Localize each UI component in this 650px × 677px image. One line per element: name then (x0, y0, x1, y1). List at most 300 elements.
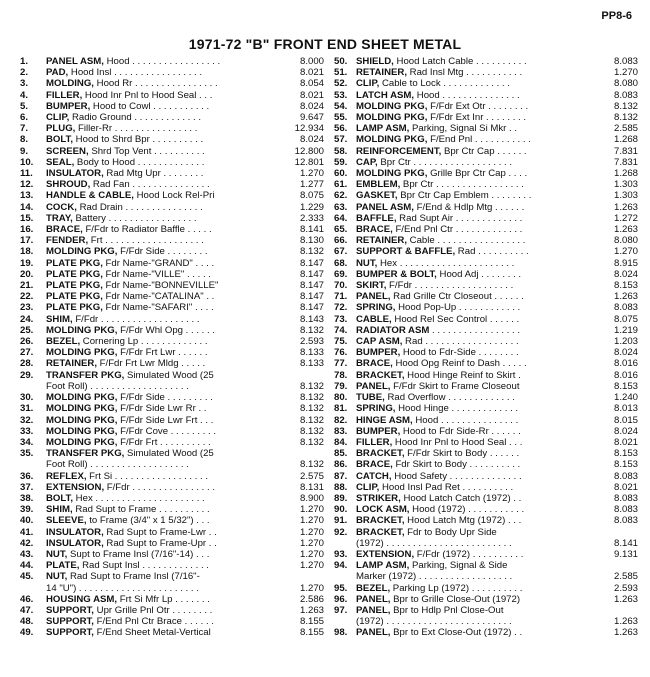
item-name: BEZEL, (356, 582, 391, 594)
item-number: 16. (20, 224, 34, 236)
item-number: 55. (334, 112, 348, 124)
item-detail: Upr Grille Pnl Otr . . . . . . . . (93, 604, 213, 616)
parts-list-row (20, 202, 338, 213)
item-description (46, 291, 270, 302)
item-description (46, 605, 270, 616)
item-number: 89. (334, 492, 348, 504)
item-number: 84. (334, 436, 348, 448)
item-name: PANEL ASM, (356, 201, 414, 213)
group-number: 8.024 (299, 100, 324, 112)
group-number: 1.270 (299, 582, 324, 594)
item-number: 61. (334, 179, 348, 191)
item-number: 88. (334, 481, 348, 493)
group-number: 8.915 (613, 257, 638, 269)
item-detail: Battery . . . . . . . . . . . . . . . . . (72, 212, 197, 224)
item-detail: Cornering Lp . . . . . . . . . . . . . (80, 336, 208, 348)
group-number: 8.024 (613, 347, 638, 359)
group-number: 8.141 (613, 537, 638, 549)
parts-list-row (20, 571, 338, 582)
item-number: 18. (20, 246, 34, 258)
item-description (356, 213, 586, 224)
parts-list-row (334, 347, 638, 358)
item-number: 38. (20, 492, 34, 504)
item-name: BUMPER & BOLT, (356, 268, 437, 280)
item-name: SHIELD, (356, 56, 394, 67)
item-detail: Hood (1972) . . . . . . . . . . . (409, 504, 525, 516)
parts-list-row (20, 504, 338, 515)
item-number: 65. (334, 224, 348, 236)
group-number: 8.132 (299, 392, 324, 404)
group-number: 9.647 (299, 112, 324, 124)
item-name: BRACE, (356, 224, 393, 236)
item-name: REINFORCEMENT, (356, 145, 442, 157)
group-number: 1.263 (613, 627, 638, 639)
item-detail: F/Fdr Frt . . . . . . . . . . (117, 436, 211, 448)
parts-list-row (20, 605, 338, 616)
group-number: 8.147 (299, 268, 324, 280)
item-description (356, 347, 586, 358)
item-detail: F/Fdr . . . . . . . . . . . . . . . . (104, 481, 215, 493)
group-number: 8.153 (613, 448, 638, 460)
group-number: 8.153 (613, 459, 638, 471)
item-number: 93. (334, 548, 348, 560)
item-name: PANEL ASM, (46, 56, 104, 67)
item-number: 8. (20, 134, 29, 146)
item-detail: Fdr Name-"CATALINA" . . (102, 291, 215, 303)
parts-list-row (20, 246, 338, 257)
item-description (356, 168, 586, 179)
item-detail: Simulated Wood (25 (124, 448, 214, 460)
item-number: 52. (334, 78, 348, 90)
item-number: 9. (20, 145, 29, 157)
item-name: MOLDING PKG, (46, 403, 118, 415)
item-detail: Bpr Ctr . . . . . . . . . . . . . . . . . (400, 179, 524, 191)
group-number: 2.585 (613, 571, 638, 583)
item-description (46, 246, 270, 257)
group-number: 8.147 (299, 302, 324, 314)
item-number: 39. (20, 504, 34, 516)
item-description (356, 549, 586, 560)
item-description (46, 168, 270, 179)
group-number: 8.131 (299, 481, 324, 493)
group-number: 1.303 (613, 179, 638, 191)
parts-list-row (334, 269, 638, 280)
item-detail: F/Fdr (1972) . . . . . . . . . . (414, 548, 524, 560)
parts-list-row (334, 123, 638, 134)
item-number: 54. (334, 100, 348, 112)
group-number: 8.083 (613, 504, 638, 516)
group-number: 8.083 (613, 470, 638, 482)
item-number: 73. (334, 313, 348, 325)
parts-list-row (334, 325, 638, 336)
item-description (356, 291, 586, 302)
item-number: 37. (20, 481, 34, 493)
item-name: PLATE, (46, 560, 80, 572)
item-detail: Fdr Name-"SAFARI" . . . . (102, 302, 214, 314)
item-detail: Supt to Frame Insl (7/16"-14) . . . (67, 548, 210, 560)
parts-list-row (334, 426, 638, 437)
group-number: 1.270 (613, 67, 638, 79)
item-number: 96. (334, 593, 348, 605)
item-name: FILLER, (356, 436, 393, 448)
item-description (356, 482, 586, 493)
item-number: 69. (334, 268, 348, 280)
item-detail: Hood to Fdr Side-Rr . . . . . . (400, 425, 521, 437)
group-number: 8.147 (299, 291, 324, 303)
group-number: 1.263 (613, 593, 638, 605)
item-detail: Marker (1972) . . . . . . . . . . . . . . . . . . (356, 571, 513, 583)
item-detail: Foot Roll) . . . . . . . . . . . . . . . . . . . (46, 380, 189, 392)
item-detail: Hood Hinge . . . . . . . . . . . . . (395, 403, 519, 415)
group-number: 1.270 (299, 515, 324, 527)
item-name: MOLDING PKG, (46, 347, 118, 359)
item-name: CLIP, (46, 112, 70, 124)
item-detail: F/Fdr . . . . . . . . . . . . . . . . . . . (72, 313, 200, 325)
item-description (356, 67, 586, 78)
parts-list-row (334, 459, 638, 470)
group-number: 8.016 (613, 369, 638, 381)
item-number: 33. (20, 425, 34, 437)
item-number: 76. (334, 347, 348, 359)
item-description (46, 515, 270, 526)
parts-list-row (20, 67, 338, 78)
item-detail: 14 "U") . . . . . . . . . . . . . . . . . . . . . . . (46, 582, 199, 594)
item-name: NUT, (46, 548, 68, 560)
item-description (46, 549, 270, 560)
item-name: CATCH, (356, 470, 392, 482)
item-name: BOLT, (46, 134, 74, 146)
parts-list-row (334, 314, 638, 325)
item-number: 25. (20, 324, 34, 336)
item-detail: Hood Safety . . . . . . . . . . . . . . (391, 470, 522, 482)
group-number: 1.272 (613, 212, 638, 224)
item-description (46, 336, 270, 347)
group-number: 1.270 (299, 526, 324, 538)
group-number: 8.132 (299, 324, 324, 336)
group-number: 8.153 (613, 380, 638, 392)
group-number: 8.016 (613, 358, 638, 370)
item-description (356, 190, 586, 201)
group-number: 8.132 (299, 436, 324, 448)
item-number: 6. (20, 112, 29, 124)
item-description (356, 325, 586, 336)
parts-list-row (334, 549, 638, 560)
item-number: 13. (20, 190, 34, 202)
parts-list-row (334, 224, 638, 235)
item-detail: F/Fdr Frt Lwr Mldg . . . . . (97, 358, 206, 370)
item-description (46, 583, 270, 594)
item-detail: Frt . . . . . . . . . . . . . . . . . . . (88, 235, 204, 247)
parts-list-row (20, 347, 338, 358)
item-number: 66. (334, 235, 348, 247)
item-name: HINGE ASM, (356, 414, 413, 426)
parts-list-row (334, 403, 638, 414)
item-detail: Hood to Fdr-Side . . . . . . . . (400, 347, 519, 359)
parts-list-row (20, 403, 338, 414)
item-detail: F/Fdr Whl Opg . . . . . . (117, 324, 215, 336)
parts-list-row (334, 134, 638, 145)
item-detail: Rad Supt to Frame-Lwr . . (103, 526, 217, 538)
item-number: 85. (334, 448, 348, 460)
parts-list-row (334, 358, 638, 369)
item-number: 11. (20, 168, 33, 180)
item-description (46, 538, 270, 549)
item-name: BUMPER, (356, 425, 401, 437)
parts-list-row (20, 515, 338, 526)
item-description (46, 493, 270, 504)
item-detail: Rad Supt Air . . . . . . . . . . . . . (396, 212, 523, 224)
item-description (46, 302, 270, 313)
item-detail: Grille Bpr Ctr Cap . . . . (427, 168, 528, 180)
item-name: FENDER, (46, 235, 89, 247)
item-name: SUPPORT, (46, 616, 94, 628)
item-number: 83. (334, 425, 348, 437)
item-number: 58. (334, 145, 348, 157)
item-detail: Hood Latch Catch (1972) . . (400, 492, 522, 504)
item-number: 60. (334, 168, 348, 180)
item-number: 46. (20, 593, 34, 605)
group-number: 8.132 (299, 425, 324, 437)
parts-list-row (334, 583, 638, 594)
parts-list-row (20, 90, 338, 101)
item-name: STRIKER, (356, 492, 401, 504)
item-name: SUPPORT, (46, 604, 94, 616)
item-description (356, 90, 586, 101)
group-number: 8.015 (613, 414, 638, 426)
parts-list-row (334, 616, 638, 627)
parts-list-row (20, 627, 338, 638)
group-number: 8.132 (299, 459, 324, 471)
parts-list-row (334, 482, 638, 493)
item-name: SUPPORT, (46, 627, 94, 639)
item-number: 32. (20, 414, 34, 426)
item-name: PAD, (46, 67, 69, 79)
item-description (356, 56, 586, 67)
group-number: 1.263 (613, 616, 638, 628)
item-detail: . . . . . . . . . . . . . . . . . (429, 324, 521, 336)
parts-list-row (20, 269, 338, 280)
parts-list-row (20, 235, 338, 246)
item-description (356, 471, 586, 482)
item-description (46, 190, 270, 201)
item-number: 27. (20, 347, 34, 359)
parts-list-row (20, 157, 338, 168)
item-detail: Hood Latch Mtg (1972) . . . (404, 515, 522, 527)
parts-list-row (20, 291, 338, 302)
item-name: SLEEVE, (46, 515, 87, 527)
group-number: 9.131 (613, 548, 638, 560)
item-name: SHIM, (46, 313, 73, 325)
item-description (356, 515, 586, 526)
group-number: 8.155 (299, 627, 324, 639)
parts-list-row (20, 392, 338, 403)
item-number: 70. (334, 280, 348, 292)
item-number: 92. (334, 526, 348, 538)
item-description (46, 157, 270, 168)
group-number: 8.075 (613, 313, 638, 325)
item-name: BUMPER, (46, 100, 91, 112)
item-description (356, 493, 586, 504)
item-description (46, 280, 270, 291)
parts-list-row (334, 101, 638, 112)
item-number: 80. (334, 392, 348, 404)
parts-list-row (20, 616, 338, 627)
item-name: SCREEN, (46, 145, 89, 157)
item-number: 4. (20, 89, 29, 101)
item-detail: Rad Drain . . . . . . . . . . . . . . . (76, 201, 203, 213)
item-number: 51. (334, 67, 348, 79)
item-name: LAMP ASM, (356, 123, 410, 135)
parts-list-row (20, 325, 338, 336)
group-number: 8.155 (299, 616, 324, 628)
item-name: MOLDING PKG, (46, 436, 118, 448)
item-detail: Rad Overflow . . . . . . . . . . . . . (384, 392, 515, 404)
parts-list-row (20, 179, 338, 190)
item-name: TUBE, (356, 392, 385, 404)
parts-list-row (20, 358, 338, 369)
group-number: 12.800 (294, 145, 324, 157)
item-number: 43. (20, 548, 34, 560)
item-name: TRANSFER PKG, (46, 369, 125, 381)
item-description (46, 90, 270, 101)
item-name: INSULATOR, (46, 526, 104, 538)
parts-list-row (334, 146, 638, 157)
item-name: SKIRT, (356, 280, 387, 292)
group-number: 7.831 (613, 145, 638, 157)
parts-list-row (334, 538, 638, 549)
item-detail: (1972) . . . . . . . . . . . . . . . . . . . . . . . . (356, 616, 512, 628)
item-name: MOLDING PKG, (356, 112, 428, 124)
item-number: 40. (20, 515, 34, 527)
item-detail: to Frame (3/4" x 1 5/32") . . . (86, 515, 210, 527)
item-detail: Hood . . . . . . . . . . . . . . . . . (103, 56, 221, 67)
item-number: 20. (20, 268, 34, 280)
item-number: 90. (334, 504, 348, 516)
item-name: RETAINER, (356, 235, 407, 247)
page-title: 1971-72 "B" FRONT END SHEET METAL (188, 36, 462, 52)
group-number: 8.147 (299, 280, 324, 292)
group-number: 1.240 (613, 392, 638, 404)
parts-list-row (334, 302, 638, 313)
item-name: BUMPER, (356, 347, 401, 359)
item-description (46, 560, 270, 571)
group-number: 8.130 (299, 235, 324, 247)
item-number: 10. (20, 156, 34, 168)
item-description (356, 627, 586, 638)
parts-list-row (20, 471, 338, 482)
item-number: 91. (334, 515, 348, 527)
item-number: 30. (20, 392, 34, 404)
item-description (356, 314, 586, 325)
group-number: 8.153 (613, 280, 638, 292)
group-number: 8.024 (613, 268, 638, 280)
item-number: 77. (334, 358, 348, 370)
item-detail: F/End Pnl Ctr Brace . . . . . . (93, 616, 214, 628)
item-detail: Fdr Name-"VILLE" . . . . . (102, 268, 211, 280)
item-number: 49. (20, 627, 34, 639)
parts-list-row (20, 459, 338, 470)
parts-list-row (334, 168, 638, 179)
item-number: 47. (20, 604, 34, 616)
item-number: 67. (334, 246, 348, 258)
parts-list-row (334, 437, 638, 448)
item-detail: Rad Mtg Upr . . . . . . . . (103, 168, 204, 180)
item-detail: Bpr to Hdlp Pnl Close-Out (390, 604, 504, 616)
item-name: CLIP, (356, 78, 380, 90)
group-number: 8.132 (299, 380, 324, 392)
parts-list-row (20, 112, 338, 123)
item-detail: Rad Insl Mtg . . . . . . . . . . . (407, 67, 523, 79)
item-detail: Simulated Wood (25 (124, 369, 214, 381)
item-name: TRAY, (46, 212, 73, 224)
item-detail: Parking Lp (1972) . . . . . . . . . . (390, 582, 523, 594)
parts-list-right-column (334, 56, 638, 639)
item-name: EMBLEM, (356, 179, 401, 191)
item-description (356, 112, 586, 123)
group-number: 8.147 (299, 257, 324, 269)
item-name: EXTENSION, (46, 481, 105, 493)
item-number: 98. (334, 627, 348, 639)
parts-list-row (20, 78, 338, 89)
item-description (46, 571, 270, 582)
item-description (356, 280, 586, 291)
item-detail: Rad . . . . . . . . . . (455, 246, 529, 258)
item-name: LATCH ASM, (356, 89, 415, 101)
item-detail: Fdr to Body Upr Side (404, 526, 497, 538)
item-description (356, 437, 586, 448)
item-detail: Hex . . . . . . . . . . . . . . . . . . . . . (73, 492, 205, 504)
item-number: 7. (20, 123, 29, 135)
parts-list-row (20, 437, 338, 448)
item-description (46, 258, 270, 269)
parts-list-row (20, 224, 338, 235)
group-number: 7.831 (613, 156, 638, 168)
parts-list-row (20, 302, 338, 313)
item-description (356, 123, 586, 134)
item-description (46, 426, 270, 437)
item-detail: F/Fdr . . . . . . . . . . . . . . . . . . . (386, 280, 514, 292)
item-description (356, 258, 586, 269)
parts-list-row (20, 134, 338, 145)
item-name: INSULATOR, (46, 168, 104, 180)
item-name: MOLDING, (46, 78, 94, 90)
item-name: NUT, (356, 257, 378, 269)
item-detail: Fdr Name-"BONNEVILLE" (102, 280, 219, 292)
item-detail: (1972) . . . . . . . . . . . . . . . . . . . . . . . . (356, 537, 512, 549)
item-number: 53. (334, 89, 348, 101)
item-number: 87. (334, 470, 348, 482)
item-number: 72. (334, 302, 348, 314)
group-number: 8.133 (299, 347, 324, 359)
group-number: 8.132 (613, 112, 638, 124)
parts-list-row (20, 527, 338, 538)
parts-list-row (334, 415, 638, 426)
item-detail: Rad Fan . . . . . . . . . . . . . . . (90, 179, 210, 191)
item-detail: Parking, Signal & Side (409, 560, 508, 572)
item-number: 50. (334, 56, 348, 67)
item-description (46, 627, 270, 638)
item-number: 22. (20, 291, 34, 303)
item-name: SUPPORT & BAFFLE, (356, 246, 456, 258)
group-number: 8.021 (299, 89, 324, 101)
item-number: 35. (20, 448, 34, 460)
item-detail: F/Fdr Skirt to Body . . . . . . (404, 448, 520, 460)
item-description (356, 302, 586, 313)
item-name: BOLT, (46, 492, 74, 504)
group-number: 8.013 (613, 403, 638, 415)
item-description (356, 358, 586, 369)
item-description (356, 605, 586, 616)
